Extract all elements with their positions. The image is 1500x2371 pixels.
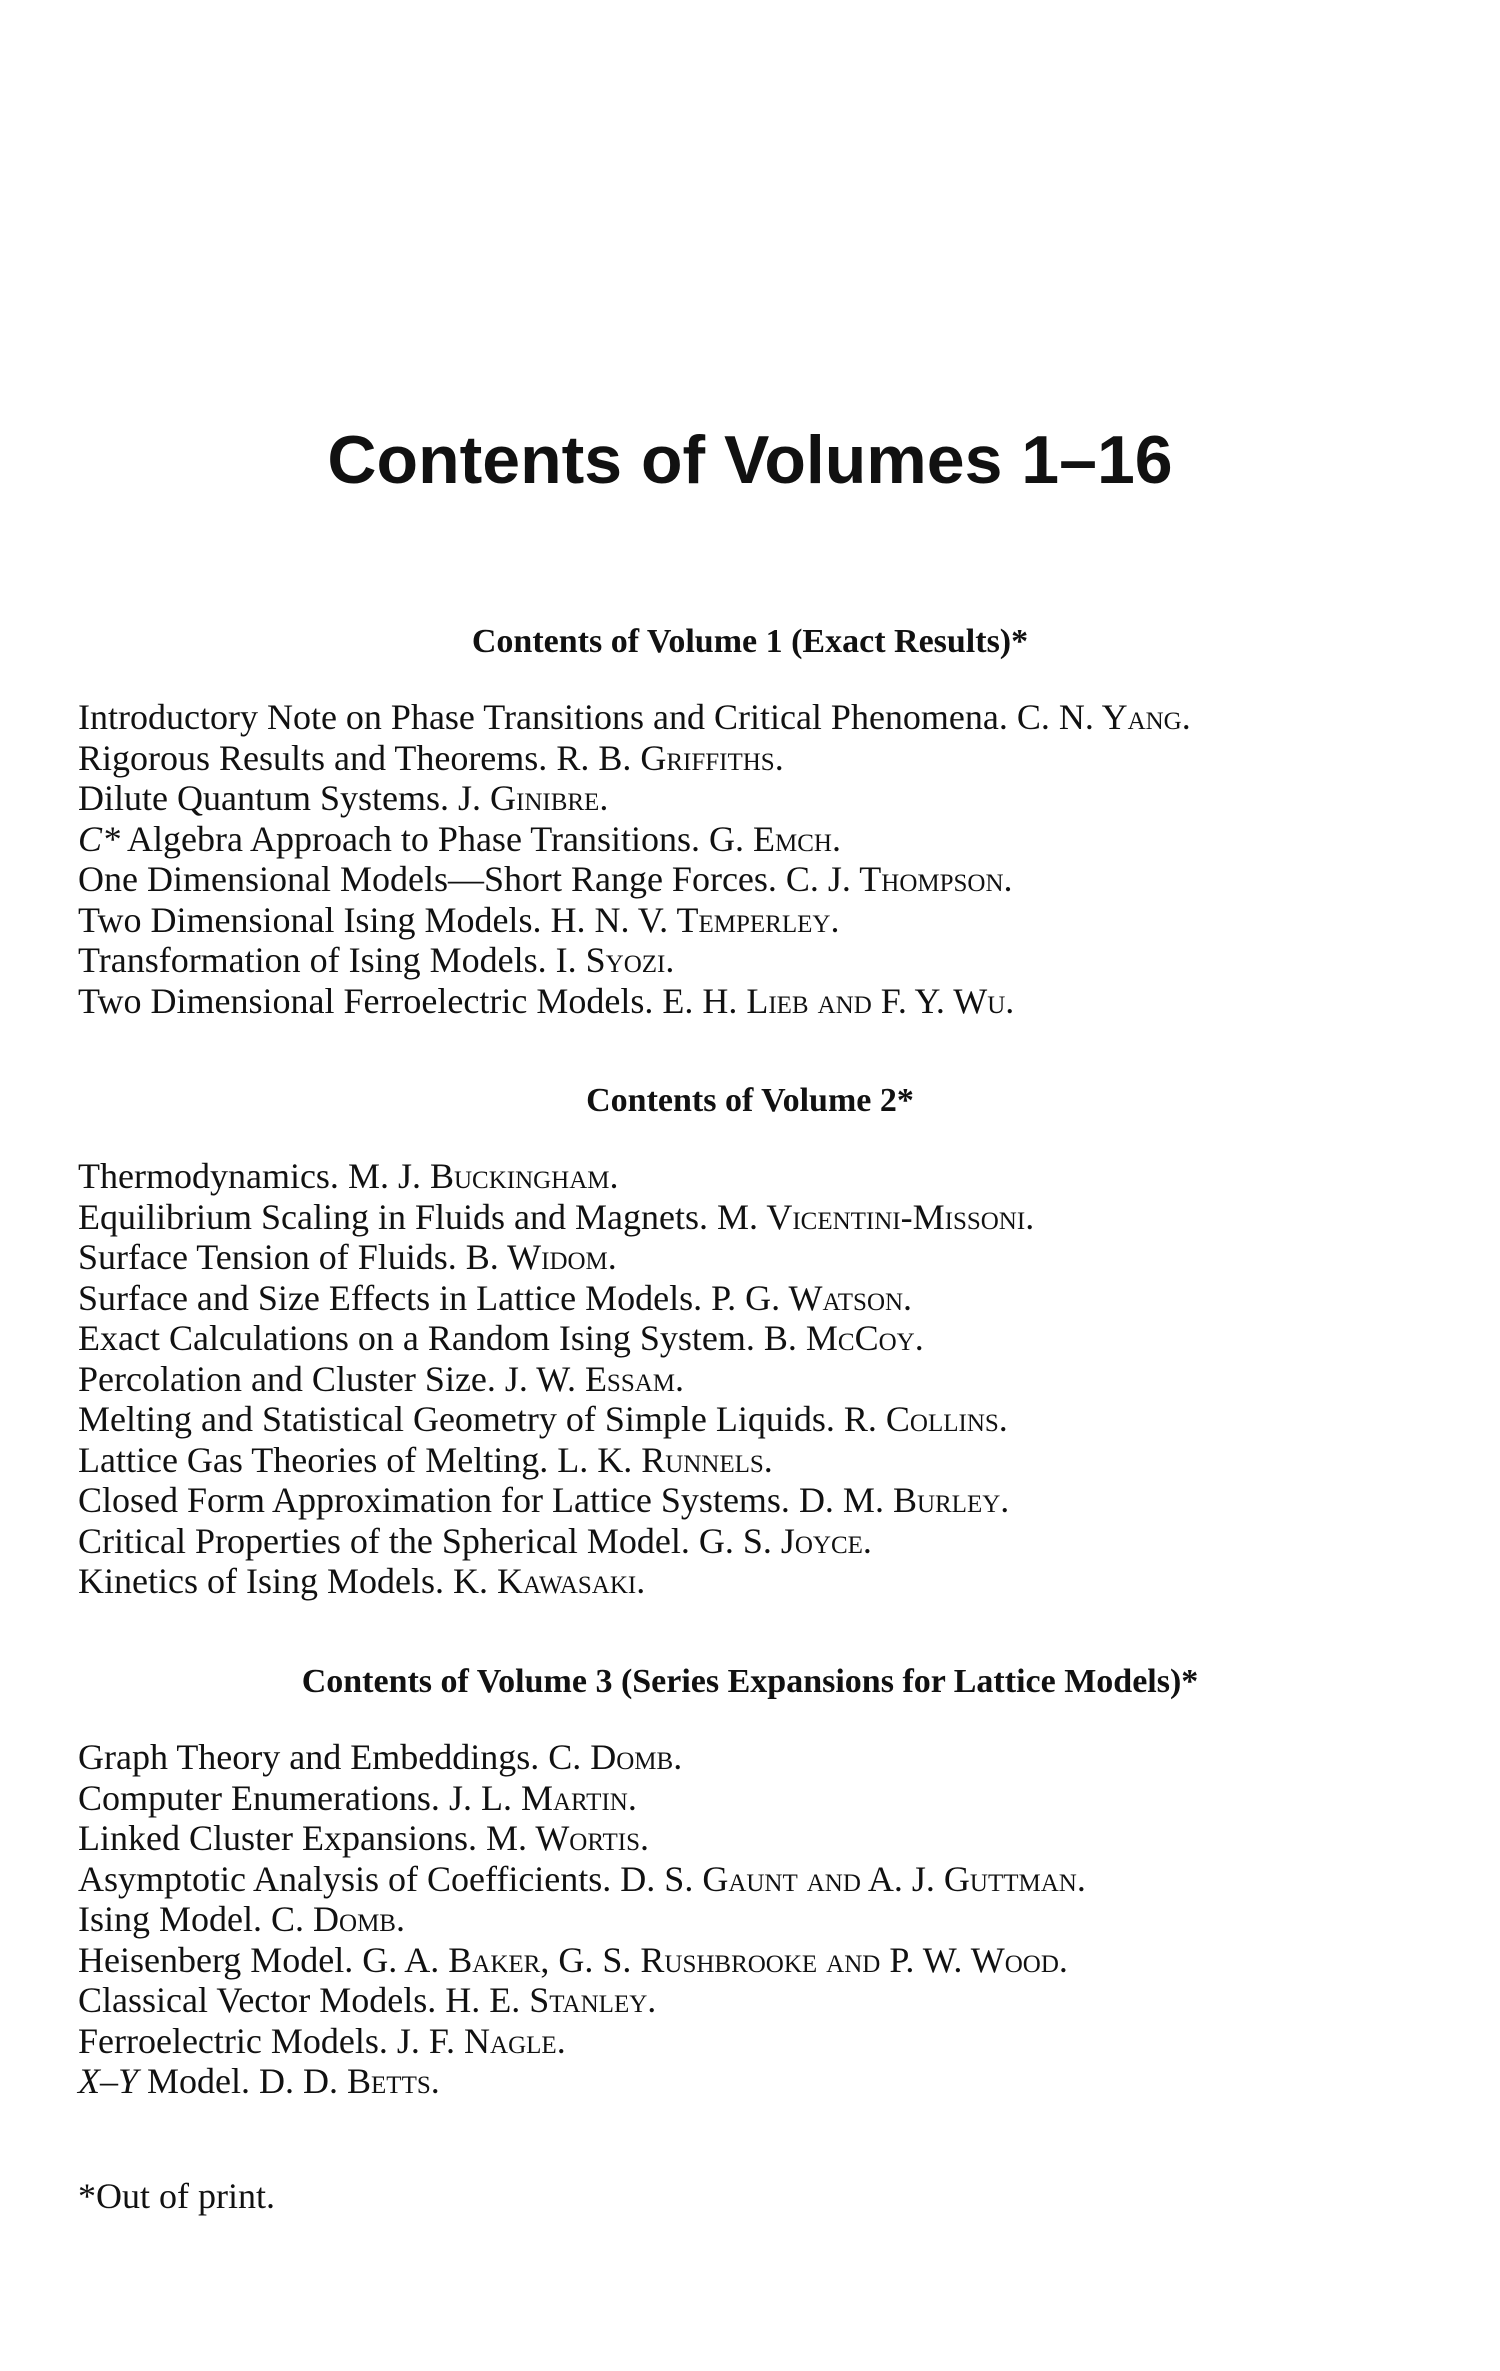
entry-title: Ferroelectric Models.: [78, 2020, 388, 2061]
list-item: [78, 2021, 1438, 2062]
entry-title: One Dimensional Models—Short Range Forces.: [78, 859, 777, 899]
entry-title: Algebra Approach to Phase Transitions.: [127, 818, 700, 859]
list-item: [78, 1778, 1438, 1819]
volume-2-contents-list: [78, 1156, 1438, 1602]
list-item: [78, 1818, 1438, 1859]
entry-authors: C. Domb.: [548, 1737, 683, 1777]
entry-authors: C. Domb.: [271, 1899, 405, 1939]
entry-title: Classical Vector Models.: [78, 1980, 437, 2020]
list-item: [78, 1156, 1438, 1197]
entry-title: Ising Model.: [78, 1899, 262, 1939]
list-item: [78, 900, 1438, 941]
list-item: [78, 1197, 1438, 1238]
list-item: [78, 738, 1438, 779]
list-item: [78, 1278, 1438, 1319]
entry-title: Asymptotic Analysis of Coefficients.: [78, 1858, 612, 1899]
entry-authors: G. A. Baker, G. S. Rushbrooke and P. W. Wood.: [362, 1939, 1068, 1980]
entry-authors: M. Vicentini-Missoni.: [716, 1196, 1035, 1237]
volume-1-heading: Contents of Volume 1 (Exact Results)*: [471, 623, 1029, 660]
entry-title: Lattice Gas Theories of Melting.: [78, 1439, 549, 1480]
list-item: [78, 778, 1438, 819]
list-item: [78, 1899, 1438, 1940]
list-item: [78, 1440, 1438, 1481]
entry-title-italic: C*: [78, 818, 121, 859]
list-item: [78, 940, 1438, 981]
list-item: [78, 981, 1438, 1022]
list-item: [78, 859, 1438, 900]
entry-title: Dilute Quantum Systems.: [78, 778, 449, 818]
entry-title: Critical Properties of the Spherical Model.: [78, 1520, 690, 1561]
entry-authors: C. N. Yang.: [1016, 697, 1191, 737]
entry-authors: P. G. Watson.: [711, 1277, 913, 1318]
out-of-print-footnote: *Out of print.: [78, 2176, 275, 2216]
entry-authors: G. S. Joyce.: [698, 1520, 872, 1561]
list-item: [78, 1237, 1438, 1278]
entry-authors: B. Widom.: [465, 1237, 617, 1277]
entry-title: Two Dimensional Ferroelectric Models.: [78, 980, 654, 1021]
list-item: [78, 1318, 1438, 1359]
list-item: [78, 2061, 1438, 2102]
list-item: [78, 819, 1438, 860]
page-title: Contents of Volumes 1–16: [327, 422, 1173, 498]
list-item: [78, 1359, 1438, 1400]
entry-title: Surface and Size Effects in Lattice Models.: [78, 1277, 703, 1318]
entry-authors: M. J. Buckingham.: [347, 1156, 619, 1196]
entry-title: Kinetics of Ising Models.: [78, 1561, 444, 1601]
entry-title-italic: X–Y: [78, 2061, 139, 2101]
entry-title: Transformation of Ising Models.: [78, 940, 547, 980]
entry-authors: D. D. Betts.: [259, 2061, 440, 2101]
entry-title: Two Dimensional Ising Models.: [78, 899, 542, 940]
entry-authors: D. M. Burley.: [798, 1480, 1010, 1520]
entry-authors: M. Wortis.: [485, 1818, 650, 1858]
entry-authors: J. L. Martin.: [448, 1777, 637, 1818]
entry-title: Graph Theory and Embeddings.: [78, 1737, 540, 1777]
list-item: [78, 1737, 1438, 1778]
volume-1-contents-list: [78, 697, 1438, 1021]
volume-3-heading: Contents of Volume 3 (Series Expansions for Lattice Models)*: [301, 1663, 1199, 1700]
entry-title: Model.: [147, 2061, 251, 2101]
entry-authors: E. H. Lieb and F. Y. Wu.: [662, 980, 1015, 1021]
entry-authors: G. Emch.: [709, 818, 841, 859]
entry-title: Heisenberg Model.: [78, 1939, 354, 1980]
list-item: [78, 1859, 1438, 1900]
list-item: [78, 1940, 1438, 1981]
entry-title: Linked Cluster Expansions.: [78, 1818, 477, 1858]
entry-authors: I. Syozi.: [555, 940, 675, 980]
entry-authors: B. McCoy.: [763, 1318, 924, 1358]
entry-authors: D. S. Gaunt and A. J. Guttman.: [620, 1858, 1086, 1899]
entry-title: Surface Tension of Fluids.: [78, 1237, 457, 1277]
list-item: [78, 1480, 1438, 1521]
entry-title: Computer Enumerations.: [78, 1777, 440, 1818]
entry-authors: R. B. Griffiths.: [556, 737, 784, 778]
entry-title: Exact Calculations on a Random Ising System.: [78, 1318, 755, 1358]
entry-authors: H. N. V. Temperley.: [550, 899, 840, 940]
entry-authors: J. W. Essam.: [504, 1358, 685, 1399]
entry-authors: H. E. Stanley.: [445, 1980, 657, 2020]
list-item: [78, 697, 1438, 738]
entry-authors: R. Collins.: [843, 1399, 1008, 1439]
list-item: [78, 1399, 1438, 1440]
entry-title: Rigorous Results and Theorems.: [78, 737, 548, 778]
entry-title: Melting and Statistical Geometry of Simple Liquids.: [78, 1399, 835, 1439]
entry-title: Percolation and Cluster Size.: [78, 1358, 496, 1399]
entry-authors: K. Kawasaki.: [452, 1561, 646, 1601]
entry-title: Equilibrium Scaling in Fluids and Magnets.: [78, 1196, 708, 1237]
entry-authors: J. F. Nagle.: [396, 2020, 566, 2061]
entry-authors: L. K. Runnels.: [557, 1439, 773, 1480]
entry-title: Thermodynamics.: [78, 1156, 339, 1196]
entry-title: Closed Form Approximation for Lattice Systems.: [78, 1480, 790, 1520]
volume-2-heading: Contents of Volume 2*: [586, 1082, 914, 1119]
list-item: [78, 1561, 1438, 1602]
list-item: [78, 1521, 1438, 1562]
entry-authors: C. J. Thompson.: [785, 859, 1013, 899]
volume-3-contents-list: [78, 1737, 1438, 2102]
entry-authors: J. Ginibre.: [458, 778, 609, 818]
list-item: [78, 1980, 1438, 2021]
entry-title: Introductory Note on Phase Transitions and Critical Phenomena.: [78, 697, 1008, 737]
